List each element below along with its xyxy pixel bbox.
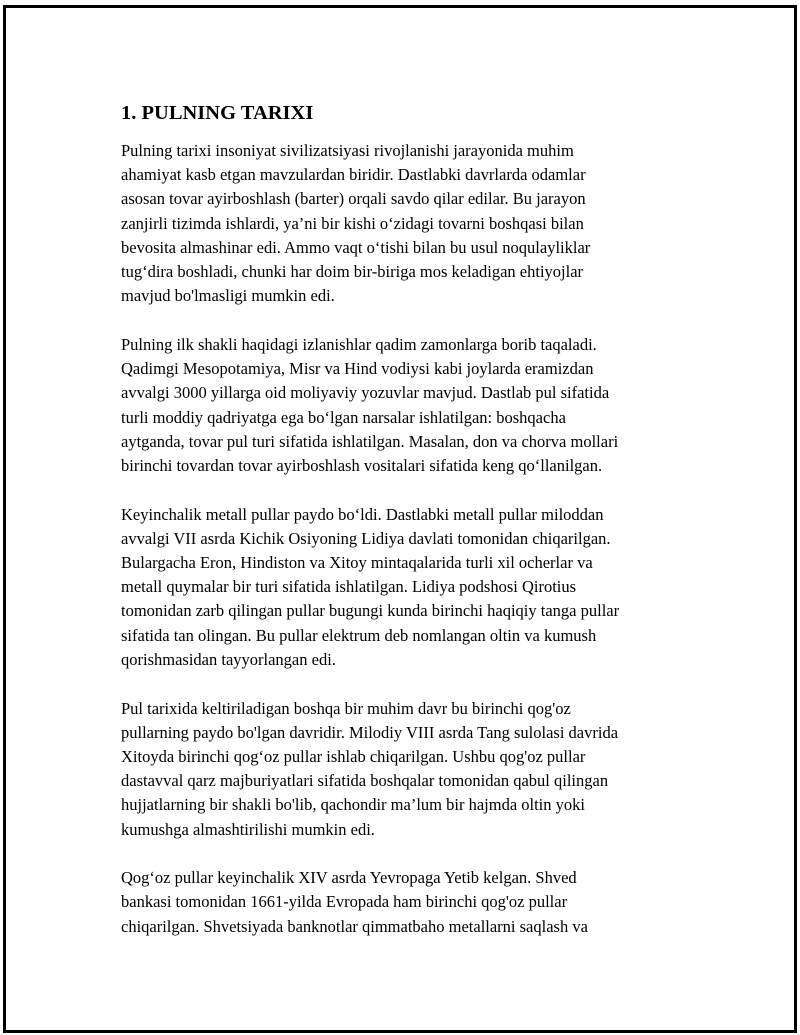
- text-line: kumushga almashtirilishi mumkin edi.: [121, 819, 375, 839]
- text-line: pullarning paydo bo'lgan davridir. Milodiy VIII asrda Tang sulolasi davrida: [121, 722, 619, 742]
- paragraph: [121, 866, 691, 939]
- text-line: chiqarilgan. Shvetsiyada banknotlar qimmatbaho metallarni saqlash va: [121, 916, 588, 936]
- text-line: sifatida tan olingan. Bu pullar elektrum deb nomlangan oltin va kumush: [121, 625, 597, 645]
- document-body: [121, 99, 691, 963]
- text-line: bankasi tomonidan 1661-yilda Evropada ham birinchi qog'oz pullar: [121, 892, 568, 912]
- text-line: metall quymalar bir turi sifatida ishlatilgan. Lidiya podshosi Qirotius: [121, 577, 577, 597]
- text-line: dastavval qarz majburiyatlari sifatida boshqalar tomonidan qabul qilingan: [121, 771, 609, 791]
- paragraph: [121, 139, 691, 308]
- text-line: qorishmasidan tayyorlangan edi.: [121, 649, 336, 669]
- text-line: Qadimgi Mesopotamiya, Misr va Hind vodiysi kabi joylarda eramizdan: [121, 359, 594, 379]
- text-line: Pulning ilk shakli haqidagi izlanishlar qadim zamonlarga borib taqaladi.: [121, 334, 597, 354]
- paragraph: [121, 333, 691, 478]
- text-line: Bulargacha Eron, Hindiston va Xitoy mintaqalarida turli xil ocherlar va: [121, 553, 593, 573]
- text-line: avvalgi 3000 yillarga oid moliyaviy yozuvlar mavjud. Dastlab pul sifatida: [121, 383, 610, 403]
- text-line: mavjud bo'lmasligi mumkin edi.: [121, 286, 335, 306]
- text-line: ahamiyat kasb etgan mavzulardan biridir. Dastlabki davrlarda odamlar: [121, 165, 586, 185]
- page-frame: [3, 5, 797, 1033]
- text-line: turli moddiy qadriyatga ega bo‘lgan narsalar ishlatilgan: boshqacha: [121, 407, 566, 427]
- text-line: hujjatlarning bir shakli bo'lib, qachondir ma’lum bir hajmda oltin yoki: [121, 795, 585, 815]
- paragraph: [121, 503, 691, 672]
- page-title: 1. PULNING TARIXI: [121, 102, 314, 124]
- text-line: bevosita almashinar edi. Ammo vaqt o‘tishi bilan bu usul noqulayliklar: [121, 237, 591, 257]
- text-line: Xitoyda birinchi qog‘oz pullar ishlab chiqarilgan. Ushbu qog'oz pullar: [121, 746, 586, 766]
- text-line: tomonidan zarb qilingan pullar bugungi kunda birinchi haqiqiy tanga pullar: [121, 601, 620, 621]
- text-line: zanjirli tizimda ishlardi, ya’ni bir kishi o‘zidagi tovarni boshqasi bilan: [121, 213, 584, 233]
- text-line: avvalgi VII asrda Kichik Osiyoning Lidiya davlati tomonidan chiqarilgan.: [121, 528, 611, 548]
- paragraph: [121, 697, 691, 842]
- text-line: Pulning tarixi insoniyat sivilizatsiyasi rivojlanishi jarayonida muhim: [121, 141, 574, 160]
- paragraph-list: [121, 139, 691, 939]
- text-line: aytganda, tovar pul turi sifatida ishlatilgan. Masalan, don va chorva mollari: [121, 431, 619, 451]
- text-line: Qog‘oz pullar keyinchalik XIV asrda Yevropaga Yetib kelgan. Shved: [121, 868, 577, 888]
- text-line: Pul tarixida keltiriladigan boshqa bir muhim davr bu birinchi qog'oz: [121, 698, 571, 718]
- text-line: birinchi tovardan tovar ayirboshlash vositalari sifatida keng qo‘llanilgan.: [121, 455, 603, 475]
- text-line: tug‘dira boshladi, chunki har doim bir-biriga mos keladigan ehtiyojlar: [121, 262, 584, 282]
- text-line: asosan tovar ayirboshlash (barter) orqali savdo qilar edilar. Bu jarayon: [121, 189, 586, 209]
- text-line: Keyinchalik metall pullar paydo bo‘ldi. Dastlabki metall pullar miloddan: [121, 504, 604, 524]
